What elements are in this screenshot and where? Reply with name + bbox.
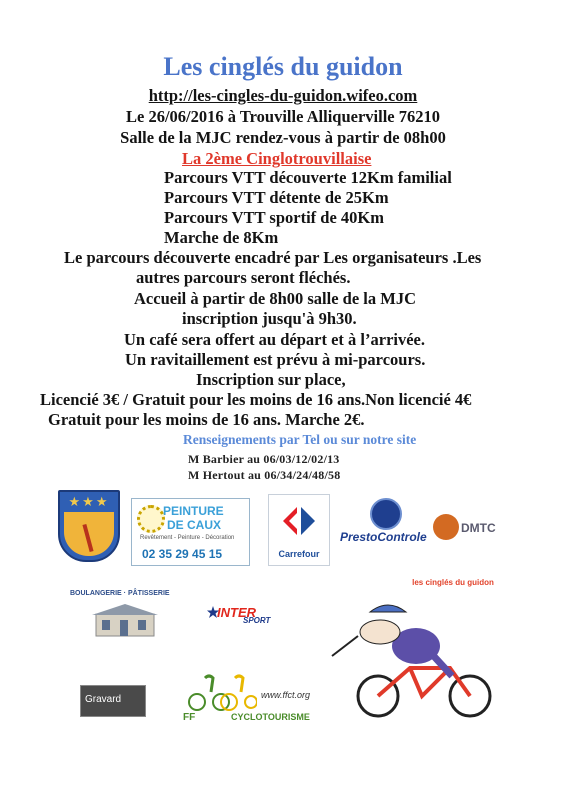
peinture-name-line2: DE CAUX [167,518,222,532]
detail-line: autres parcours seront fléchés. [136,268,351,287]
ffct-ff-label: FF [183,712,196,723]
intersport-label-sport: SPORT [243,616,271,625]
gravard-label: Gravard [85,694,122,705]
club-badge-text: les cinglés du guidon [412,578,494,587]
presto-controle-logo [340,498,428,550]
pricing-line: Licencié 3€ / Gratuit pour les moins de 16 ans.Non licencié 4€ [40,390,472,409]
route-item: Parcours VTT découverte 12Km familial [164,168,452,187]
carrefour-logo [268,494,330,566]
cartoon-cyclist-icon [330,596,500,718]
ffct-cyclotourisme-label: CYCLOTOURISME [231,712,310,722]
contact-hertout: M Hertout au 06/34/24/48/58 [188,468,341,482]
dmtc-logo [433,512,497,544]
peinture-phone: 02 35 29 45 15 [142,547,223,561]
pricing-line: Gratuit pour les moins de 16 ans. Marche 2€. [48,410,365,429]
cyclists-silhouette-icon [185,672,257,712]
event-name: La 2ème Cinglotrouvillaise [182,149,372,168]
carrefour-label: Carrefour [278,549,320,559]
presto-label: PrestoControle [340,530,427,544]
boulangerie-logo [70,590,178,652]
detail-line: inscription jusqu'à 9h30. [182,309,357,328]
dmtc-label: DMTC [461,521,496,535]
boulangerie-label: BOULANGERIE · PÂTISSERIE [70,590,170,597]
carrefour-mark-icon [279,503,319,539]
detail-line: Un café sera offert au départ et à l’arrivée. [124,330,426,349]
ffct-logo [179,672,331,728]
ffct-website[interactable]: www.ffct.org [261,690,311,700]
intersport-label-inter: INTER [217,605,256,620]
peinture-name-line1: PEINTURE [163,504,224,518]
flyer-title: Les cinglés du guidon [163,52,403,81]
flower-icon [137,505,165,533]
route-item: Parcours VTT sportif de 40Km [164,208,385,227]
gravard-logo [80,685,146,717]
presto-globe-icon [370,498,402,530]
detail-line: Inscription sur place, [196,370,346,389]
club-website-link[interactable]: http://les-cingles-du-guidon.wifeo.com [148,86,418,105]
peinture-tagline: Revêtement - Peinture - Décoration [140,535,235,541]
route-item: Marche de 8Km [164,228,279,247]
intersport-logo [207,603,291,625]
event-date-location: Le 26/06/2016 à Trouville Alliquerville 76210 [126,107,440,126]
detail-line: Un ravitaillement est prévu à mi-parcours. [125,350,426,369]
stars-icon: ★★★ [68,494,110,509]
town-coat-of-arms-logo [58,490,120,562]
detail-line: Le parcours découverte encadré par Les organisateurs .Les [64,248,482,267]
club-mascot-cyclist [330,578,500,718]
shop-building-icon [90,602,160,638]
wheat-field-icon [64,512,114,556]
detail-line: Accueil à partir de 8h00 salle de la MJC [134,289,416,308]
route-item: Parcours VTT détente de 25Km [164,188,389,207]
info-line: Renseignements par Tel ou sur notre site [183,432,417,447]
dmtc-ball-icon [433,514,459,540]
peinture-de-caux-logo [131,498,250,566]
contact-barbier: M Barbier au 06/03/12/02/13 [188,452,340,466]
meeting-point: Salle de la MJC rendez-vous à partir de 08h00 [120,128,446,147]
